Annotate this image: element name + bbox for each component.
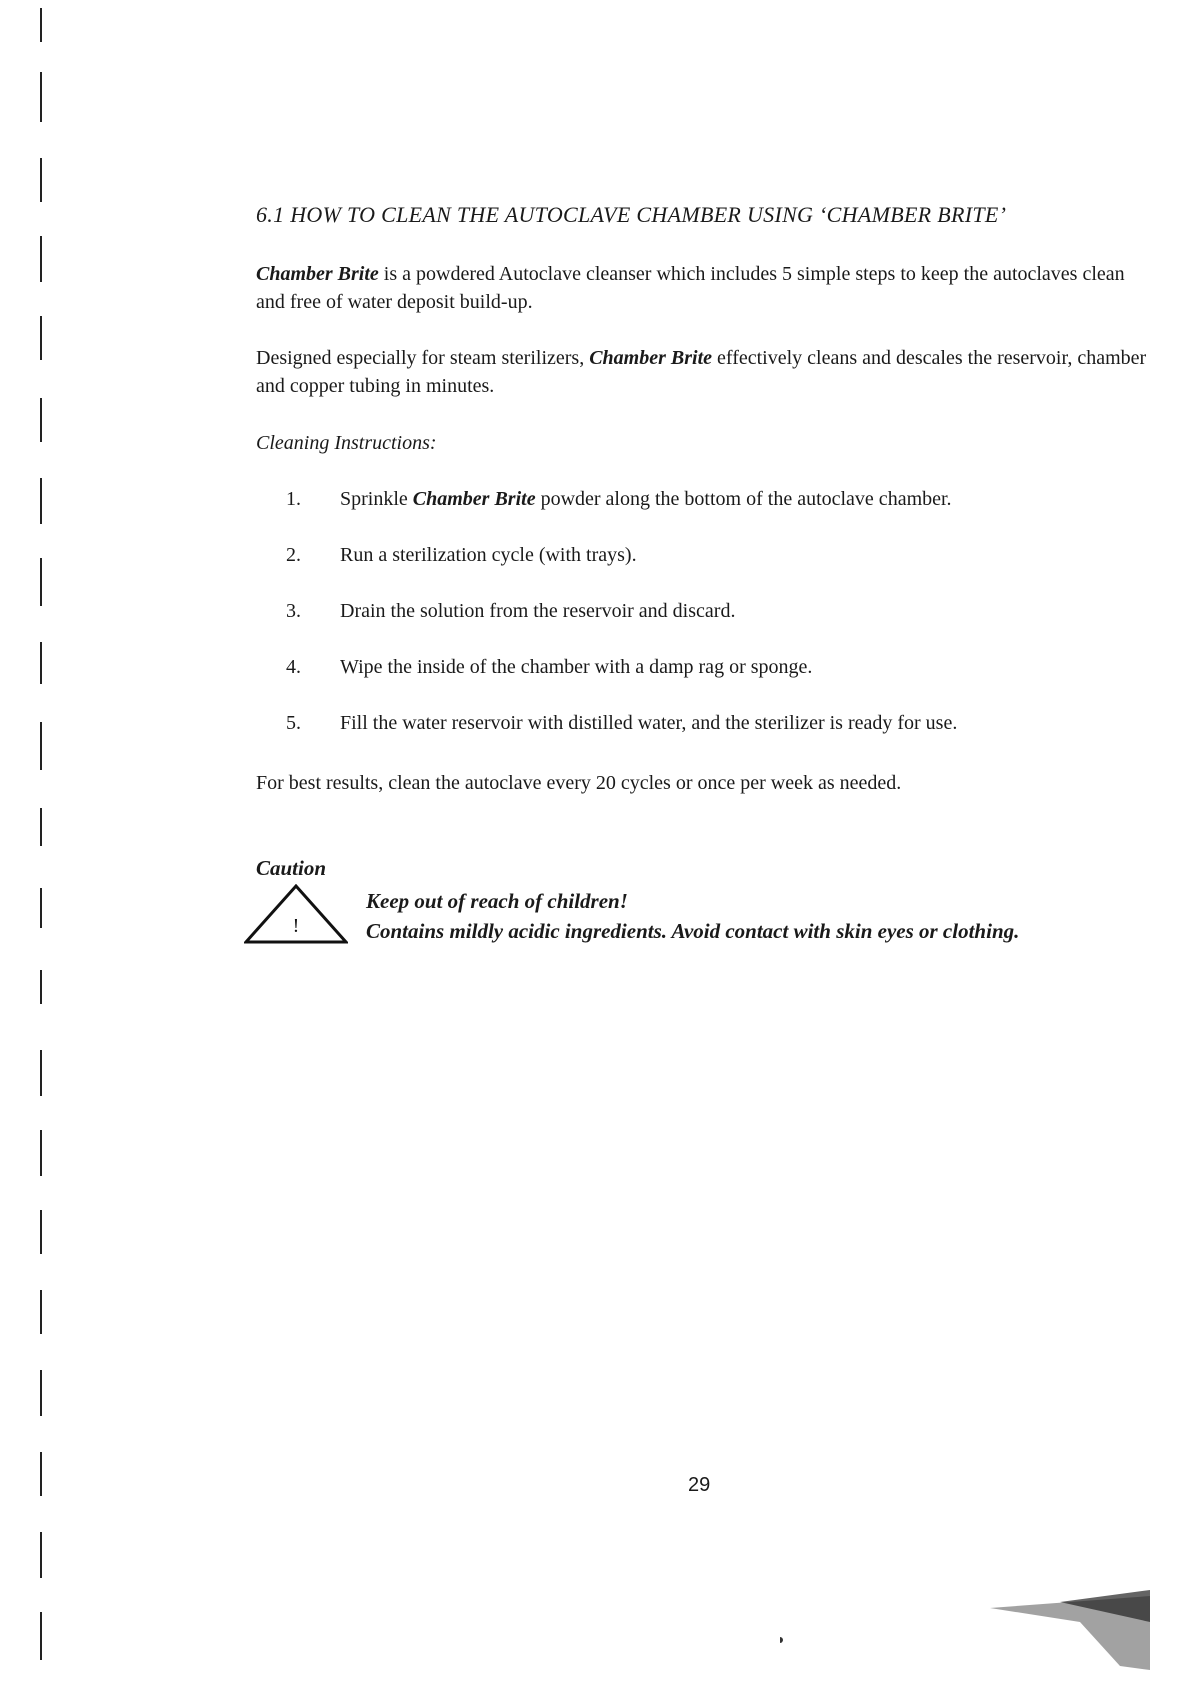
caution-text bbox=[366, 886, 1019, 946]
list-item bbox=[286, 488, 1156, 511]
list-item bbox=[286, 600, 1156, 623]
list-item bbox=[286, 544, 1156, 567]
step-text: Run a sterilization cycle (with trays). bbox=[340, 544, 637, 566]
step-text-start: Sprinkle bbox=[340, 488, 413, 510]
step-text: Wipe the inside of the chamber with a damp rag or sponge. bbox=[340, 656, 813, 678]
step-number: 4. bbox=[286, 656, 301, 678]
step-number: 1. bbox=[286, 488, 301, 510]
description-text-start: Designed especially for steam sterilizers, bbox=[256, 347, 590, 369]
scan-artifact bbox=[780, 1582, 1150, 1672]
warning-exclamation: ! bbox=[292, 915, 300, 937]
product-name: Chamber Brite bbox=[589, 347, 713, 369]
description-paragraph bbox=[256, 344, 1156, 400]
intro-text: is a powdered Autoclave cleanser which includes 5 simple steps to keep the autoclaves clean and free of water deposit build-up. bbox=[256, 263, 1125, 313]
warning-triangle-icon bbox=[244, 884, 348, 944]
caution-label: Caution bbox=[256, 856, 327, 880]
page-number: 29 bbox=[688, 1474, 711, 1496]
step-text: Fill the water reservoir with distilled water, and the sterilizer is ready for use. bbox=[340, 712, 958, 734]
caution-line-acidic: Contains mildly acidic ingredients. Avoid contact with skin eyes or clothing. bbox=[366, 919, 1020, 943]
binding-hole-marks bbox=[0, 0, 60, 1688]
list-item bbox=[286, 656, 1156, 679]
product-name: Chamber Brite bbox=[412, 488, 536, 510]
step-text: Drain the solution from the reservoir and discard. bbox=[340, 600, 736, 622]
step-number: 5. bbox=[286, 712, 301, 734]
section-heading: 6.1 HOW TO CLEAN THE AUTOCLAVE CHAMBER USING ‘CHAMBER BRITE’ bbox=[256, 202, 1007, 227]
list-item bbox=[286, 712, 1156, 735]
product-name: Chamber Brite bbox=[256, 263, 379, 285]
step-number: 3. bbox=[286, 600, 301, 622]
cleaning-instructions-heading: Cleaning Instructions: bbox=[256, 432, 437, 454]
step-number: 2. bbox=[286, 544, 301, 566]
intro-paragraph bbox=[256, 260, 1156, 316]
step-text-end: powder along the bottom of the autoclave chamber. bbox=[535, 488, 952, 510]
caution-line-children: Keep out of reach of children! bbox=[366, 889, 628, 913]
description-text-end: effectively cleans and descales the reservoir, chamber and copper tubing in minutes. bbox=[256, 347, 1147, 397]
best-results-note: For best results, clean the autoclave every 20 cycles or once per week as needed. bbox=[256, 772, 902, 794]
